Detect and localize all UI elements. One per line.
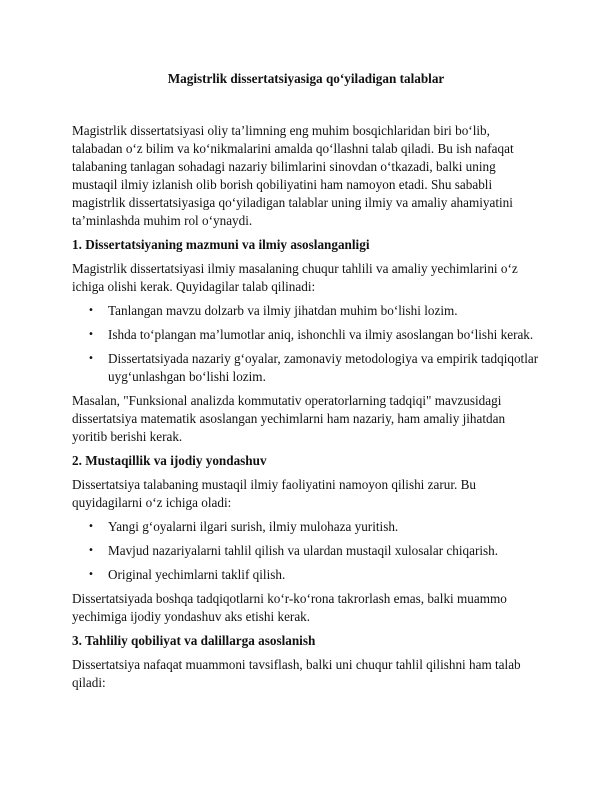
document-title: Magistrlik dissertatsiyasiga qo‘yiladigan talablar [167,71,445,86]
list-item: • Ishda to‘plangan ma’lumotlar aniq, ishonchli va ilmiy asoslangan bo‘lishi kerak. [108,326,540,344]
list-item: • Dissertatsiyada nazariy g‘oyalar, zamonaviy metodologiya va empirik tadqiqotlar uyg‘unlashgan bo‘lishi lozim. [108,350,540,386]
document-body [72,122,540,698]
section-heading: 1. Dissertatsiyaning mazmuni va ilmiy asoslanganligi [72,237,370,252]
section-lead: Magistrlik dissertatsiyasi ilmiy masalaning chuqur tahlili va amaliy yechimlarini o‘z ichiga olishi kerak. Quyidagilar talab qilinadi: [72,261,518,294]
intro-paragraph: Magistrlik dissertatsiyasi oliy ta’limning eng muhim bosqichlaridan biri bo‘lib, talabadan o‘z bilim va ko‘nikmalarini amalda qo‘llashni talab qiladi. Bu ish nafaqat talabaning tanlagan sohadagi nazariy bilimlarini sinovdan o‘tkazadi, balki uning mustaqil ilmiy izlanish olib borish qobiliyatini ham namoyon etadi. Shu sababli magistrlik dissertatsiyasiga qo‘yiladigan talablar uning ilmiy va amaliy ahamiyatini ta’minlashda muhim rol o‘ynaydi. [72,123,514,228]
list-item: • Original yechimlarni taklif qilish. [108,566,540,584]
section-lead: Dissertatsiya nafaqat muammoni tavsiflash, balki uni chuqur tahlil qilishni ham talab qiladi: [72,657,521,690]
bullet-list [72,302,540,386]
list-item: • Mavjud nazariyalarni tahlil qilish va ulardan mustaqil xulosalar chiqarish. [108,542,540,560]
section-closing: Dissertatsiyada boshqa tadqiqotlarni ko‘r-ko‘rona takrorlash emas, balki muammo yechimiga ijodiy yondashuv aks etishi kerak. [72,591,507,624]
section-heading: 3. Tahliliy qobiliyat va dalillarga asoslanish [72,633,316,648]
list-item: • Yangi g‘oyalarni ilgari surish, ilmiy mulohaza yuritish. [108,518,540,536]
section-heading: 2. Mustaqillik va ijodiy yondashuv [72,453,267,468]
section-lead: Dissertatsiya talabaning mustaqil ilmiy faoliyatini namoyon qilishi zarur. Bu quyidagilarni o‘z ichiga oladi: [72,477,476,510]
bullet-list [72,518,540,584]
section-closing: Masalan, "Funksional analizda kommutativ operatorlarning tadqiqi" mavzusidagi dissertatsiya matematik asoslangan yechimlarni ham nazariy, ham amaliy jihatdan yoritib berishi kerak. [72,393,506,444]
list-item: • Tanlangan mavzu dolzarb va ilmiy jihatdan muhim bo‘lishi lozim. [108,302,540,320]
